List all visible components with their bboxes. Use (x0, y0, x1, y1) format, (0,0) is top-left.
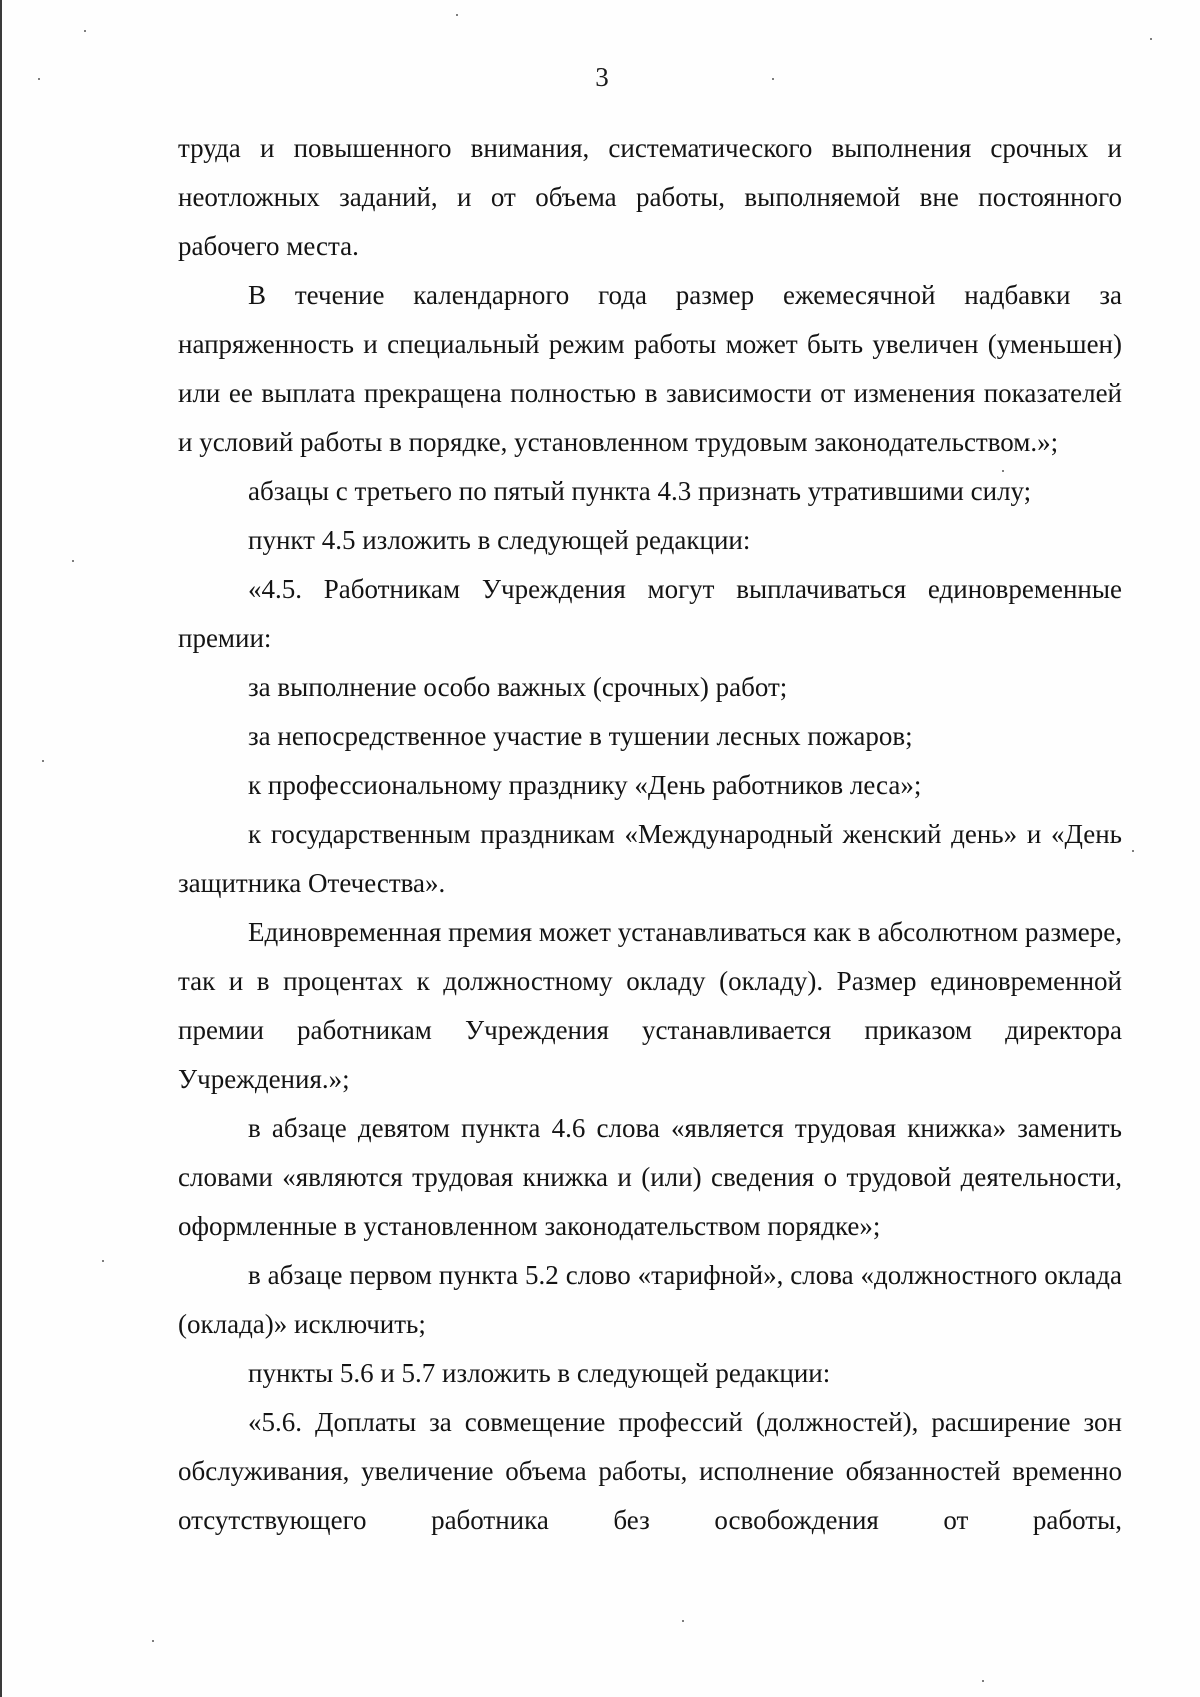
scan-speck (38, 78, 40, 80)
scan-speck (72, 560, 74, 562)
scan-speck (1002, 470, 1004, 472)
paragraph: за выполнение особо важных (срочных) работ; (248, 672, 788, 702)
paragraph: В течение календарного года размер ежемесячной надбавки за напряженность и специальный режим работы может быть увеличен (уменьшен) или ее выплата прекращена полностью в зависимости от изменения показателей и условий работы в порядке, установленном трудовым законодательством.»; (178, 280, 1122, 457)
paragraph: в абзаце девятом пункта 4.6 слова «является трудовая книжка» заменить словами «являются трудовая книжка и (или) сведения о трудовой деятельности, оформленные в установленном законодательством порядке»; (178, 1113, 1122, 1241)
scan-speck (102, 1260, 104, 1262)
scan-speck (1132, 850, 1134, 852)
paragraph: к профессиональному празднику «День работников леса»; (248, 770, 922, 800)
paragraph: к государственным праздникам «Международный женский день» и «День защитника Отечества». (178, 819, 1122, 898)
paragraph: труда и повышенного внимания, систематического выполнения срочных и неотложных заданий, и от объема работы, выполняемой вне постоянного рабочего места. (178, 133, 1122, 261)
scan-speck (682, 1620, 684, 1622)
paragraph: в абзаце первом пункта 5.2 слово «тарифной», слова «должностного оклада (оклада)» исключить; (178, 1260, 1122, 1339)
paragraph: за непосредственное участие в тушении лесных пожаров; (248, 721, 913, 751)
paragraph: пункт 4.5 изложить в следующей редакции: (248, 525, 751, 555)
document-body (178, 124, 1122, 1545)
paragraph: пункты 5.6 и 5.7 изложить в следующей редакции: (248, 1358, 831, 1388)
scan-speck (152, 1640, 154, 1642)
scan-speck (42, 760, 44, 762)
scan-speck (1150, 38, 1152, 40)
scan-speck (456, 14, 458, 16)
scan-speck (84, 30, 86, 32)
paragraph: «5.6. Доплаты за совмещение профессий (должностей), расширение зон обслуживания, увеличение объема работы, исполнение обязанностей временно отсутствующего работника без освобождения от работы, (178, 1407, 1122, 1535)
scan-speck (772, 78, 774, 80)
paragraph: «4.5. Работникам Учреждения могут выплачиваться единовременные премии: (178, 574, 1122, 653)
paragraph: Единовременная премия может устанавливаться как в абсолютном размере, так и в процентах к должностному окладу (окладу). Размер единовременной премии работникам Учреждения устанавливается приказом директора Учреждения.»; (178, 917, 1122, 1094)
page-number: 3 (595, 62, 609, 92)
paragraph: абзацы с третьего по пятый пункта 4.3 признать утратившими силу; (248, 476, 1032, 506)
scan-speck (982, 1680, 984, 1682)
